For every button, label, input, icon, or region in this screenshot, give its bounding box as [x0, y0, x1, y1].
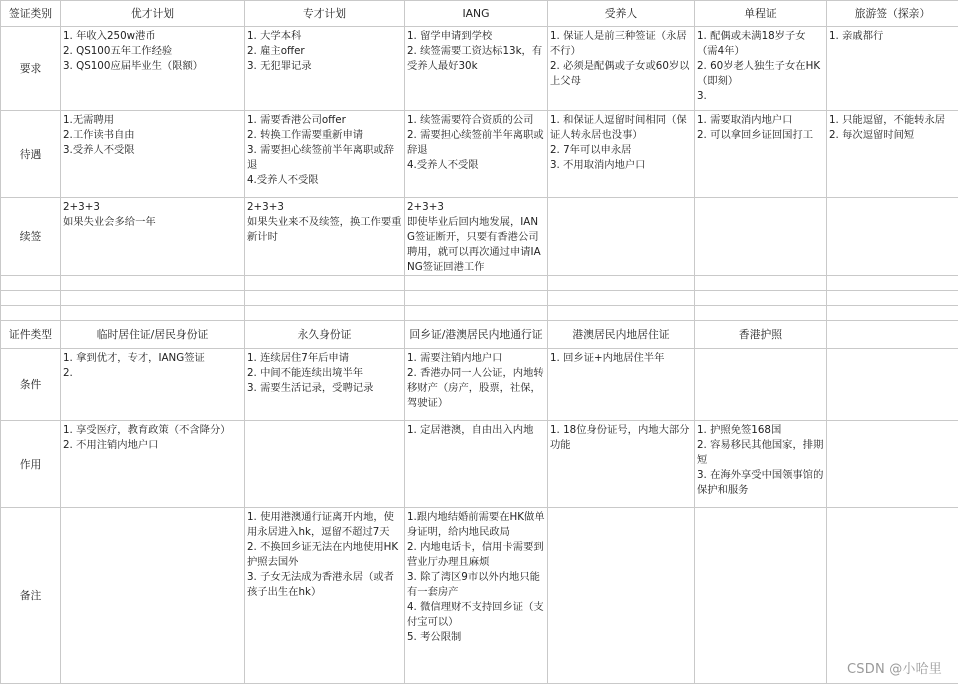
cell-line: 1. 拿到优才，专才，IANG签证: [63, 351, 242, 366]
table-cell: [405, 198, 548, 276]
column-header: 香港护照: [695, 321, 827, 349]
cell-line: 1. 需要注销内地户口: [407, 351, 545, 366]
cell-line: 1. 配偶或未满18岁子女（需4年）: [697, 29, 824, 59]
cell-line: 1. 需要取消内地户口: [697, 113, 824, 128]
table-cell: [827, 349, 958, 421]
cell-line: 3.受养人不受限: [63, 143, 242, 158]
cell-line: 3. 无犯罪记录: [247, 59, 402, 74]
cell-line: 1. 护照免签168国: [697, 423, 824, 438]
cell-line: 2. 转换工作需要重新申请: [247, 128, 402, 143]
cell-line: 2. 60岁老人独生子女在HK（即刻）: [697, 59, 824, 89]
empty-cell: [695, 306, 827, 321]
cell-line: 3.: [697, 89, 824, 104]
cell-line: 2+3+3: [247, 200, 402, 215]
empty-cell: [1, 291, 61, 306]
empty-cell: [827, 291, 958, 306]
empty-cell: [245, 291, 405, 306]
table-cell: [405, 27, 548, 111]
cell-line: 2. 必须是配偶或子女或60岁以上父母: [550, 59, 692, 89]
cell-line: 2. QS100五年工作经验: [63, 44, 242, 59]
cell-line: 1. 和保证人逗留时间相同（保证人转永居也没事）: [550, 113, 692, 143]
cell-line: 2. 中间不能连续出境半年: [247, 366, 402, 381]
cell-line: 2. 容易移民其他国家，排期短: [697, 438, 824, 468]
table-cell: [245, 349, 405, 421]
table-cell: [61, 27, 245, 111]
empty-cell: [695, 276, 827, 291]
cell-line: 1. 享受医疗，教育政策（不含降分）: [63, 423, 242, 438]
table-cell: [548, 349, 695, 421]
cell-line: 如果失业来不及续签，换工作要重新计时: [247, 215, 402, 245]
table-cell: [827, 421, 958, 508]
cell-line: 3. 需要担心续签前半年离职或辞退: [247, 143, 402, 173]
cell-line: 1. 定居港澳，自由出入内地: [407, 423, 545, 438]
table-cell: [245, 508, 405, 684]
table-cell: [405, 421, 548, 508]
table-cell: [548, 508, 695, 684]
table-cell: [245, 198, 405, 276]
table-cell: [61, 349, 245, 421]
cell-line: 即使毕业后回内地发展，IANG签证断开，只要有香港公司聘用，就可以再次通过申请IANG签证回港工作: [407, 215, 545, 275]
csdn-watermark: CSDN @小哈里: [847, 658, 942, 677]
cell-line: 4.受养人不受限: [407, 158, 545, 173]
cell-line: 2. 续签需要工资达标13k，有受养人最好30k: [407, 44, 545, 74]
empty-cell: [245, 276, 405, 291]
column-header: 回乡证/港澳居民内地通行证: [405, 321, 548, 349]
column-header: 旅游签（探亲）: [827, 1, 958, 27]
cell-line: 1. 连续居住7年后申请: [247, 351, 402, 366]
visa_section-header-row: [1, 1, 958, 27]
empty-cell: [548, 276, 695, 291]
cell-line: 2.工作读书自由: [63, 128, 242, 143]
cell-line: 2. 香港办同一人公证，内地转移财产（房产，股票，社保，驾驶证）: [407, 366, 545, 411]
row-label: 要求: [1, 27, 61, 111]
table-cell: [695, 349, 827, 421]
column-header: 证件类型: [1, 321, 61, 349]
table-cell: [405, 349, 548, 421]
column-header: 签证类别: [1, 1, 61, 27]
empty-cell: [61, 306, 245, 321]
table-cell: [695, 111, 827, 198]
column-header: [827, 321, 958, 349]
table-cell: [827, 198, 958, 276]
empty-row: [1, 291, 958, 306]
column-header: 优才计划: [61, 1, 245, 27]
table-cell: [245, 27, 405, 111]
cell-line: 2+3+3: [407, 200, 545, 215]
cell-line: 如果失业会多给一年: [63, 215, 242, 230]
table-cell: [695, 421, 827, 508]
table-row: [1, 349, 958, 421]
empty-cell: [1, 306, 61, 321]
cell-line: 2.: [63, 366, 242, 381]
cell-line: 1.无需聘用: [63, 113, 242, 128]
empty-row: [1, 306, 958, 321]
cell-line: 1. 只能逗留，不能转永居: [829, 113, 956, 128]
cell-line: 3. 不用取消内地户口: [550, 158, 692, 173]
cell-line: 1. 需要香港公司offer: [247, 113, 402, 128]
cell-line: 2. 不用注销内地户口: [63, 438, 242, 453]
table-cell: [61, 421, 245, 508]
table-row: [1, 421, 958, 508]
cell-line: 1. 亲戚都行: [829, 29, 956, 44]
cell-line: 2. 7年可以申永居: [550, 143, 692, 158]
table-cell: [61, 508, 245, 684]
table-cell: [548, 27, 695, 111]
table-cell: [695, 198, 827, 276]
empty-cell: [1, 276, 61, 291]
table-cell: [827, 111, 958, 198]
empty-cell: [405, 291, 548, 306]
cell-line: 3. QS100应届毕业生（限额）: [63, 59, 242, 74]
cell-line: 1. 大学本科: [247, 29, 402, 44]
row-label: 待遇: [1, 111, 61, 198]
empty-cell: [61, 291, 245, 306]
table-cell: [405, 111, 548, 198]
table-row: [1, 27, 958, 111]
cell-line: 1. 保证人是前三种签证（永居不行）: [550, 29, 692, 59]
table-cell: [61, 111, 245, 198]
empty-cell: [245, 306, 405, 321]
empty-cell: [405, 276, 548, 291]
id_section-header-row: [1, 321, 958, 349]
column-header: IANG: [405, 1, 548, 27]
row-label: 备注: [1, 508, 61, 684]
cell-line: 2. 内地电话卡，信用卡需要到营业厅办理且麻烦: [407, 540, 545, 570]
table-cell: [245, 111, 405, 198]
cell-line: 1. 留学申请到学校: [407, 29, 545, 44]
cell-line: 4. 微信理财不支持回乡证（支付宝可以）: [407, 600, 545, 630]
table-cell: [548, 198, 695, 276]
cell-line: 4.受养人不受限: [247, 173, 402, 188]
cell-line: 1. 年收入250w港币: [63, 29, 242, 44]
cell-line: 1. 回乡证+内地居住半年: [550, 351, 692, 366]
row-label: 作用: [1, 421, 61, 508]
empty-cell: [548, 306, 695, 321]
cell-line: 2. 雇主offer: [247, 44, 402, 59]
cell-line: 1. 使用港澳通行证离开内地，使用永居进入hk，逗留不超过7天: [247, 510, 402, 540]
row-label: 续签: [1, 198, 61, 276]
cell-line: 2+3+3: [63, 200, 242, 215]
cell-line: 3. 子女无法成为香港永居（或者孩子出生在hk）: [247, 570, 402, 600]
table-row: [1, 198, 958, 276]
table-cell: [695, 27, 827, 111]
cell-line: 3. 在海外享受中国领事馆的保护和服务: [697, 468, 824, 498]
table-cell: [548, 111, 695, 198]
table-cell: [245, 421, 405, 508]
column-header: 受养人: [548, 1, 695, 27]
cell-line: 5. 考公限制: [407, 630, 545, 645]
table-cell: [695, 508, 827, 684]
cell-line: 2. 需要担心续签前半年离职或辞退: [407, 128, 545, 158]
column-header: 单程证: [695, 1, 827, 27]
empty-cell: [827, 276, 958, 291]
table-row: [1, 508, 958, 684]
cell-line: 2. 不换回乡证无法在内地使用HK护照去国外: [247, 540, 402, 570]
cell-line: 1.跟内地结婚前需要在HK做单身证明，给内地民政局: [407, 510, 545, 540]
column-header: 港澳居民内地居住证: [548, 321, 695, 349]
empty-cell: [405, 306, 548, 321]
cell-line: 1. 续签需要符合资质的公司: [407, 113, 545, 128]
cell-line: 2. 可以拿回乡证回国打工: [697, 128, 824, 143]
table-cell: [548, 421, 695, 508]
cell-line: 1. 18位身份证号，内地大部分功能: [550, 423, 692, 453]
empty-row: [1, 276, 958, 291]
table-cell: [61, 198, 245, 276]
empty-cell: [695, 291, 827, 306]
cell-line: 3. 除了湾区9市以外内地只能有一套房产: [407, 570, 545, 600]
empty-cell: [548, 291, 695, 306]
column-header: 永久身份证: [245, 321, 405, 349]
table-row: [1, 111, 958, 198]
column-header: 专才计划: [245, 1, 405, 27]
row-label: 条件: [1, 349, 61, 421]
column-header: 临时居住证/居民身份证: [61, 321, 245, 349]
empty-cell: [61, 276, 245, 291]
cell-line: 3. 需要生活记录，受聘记录: [247, 381, 402, 396]
table-cell: [827, 27, 958, 111]
cell-line: 2. 每次逗留时间短: [829, 128, 956, 143]
empty-cell: [827, 306, 958, 321]
table-cell: [405, 508, 548, 684]
